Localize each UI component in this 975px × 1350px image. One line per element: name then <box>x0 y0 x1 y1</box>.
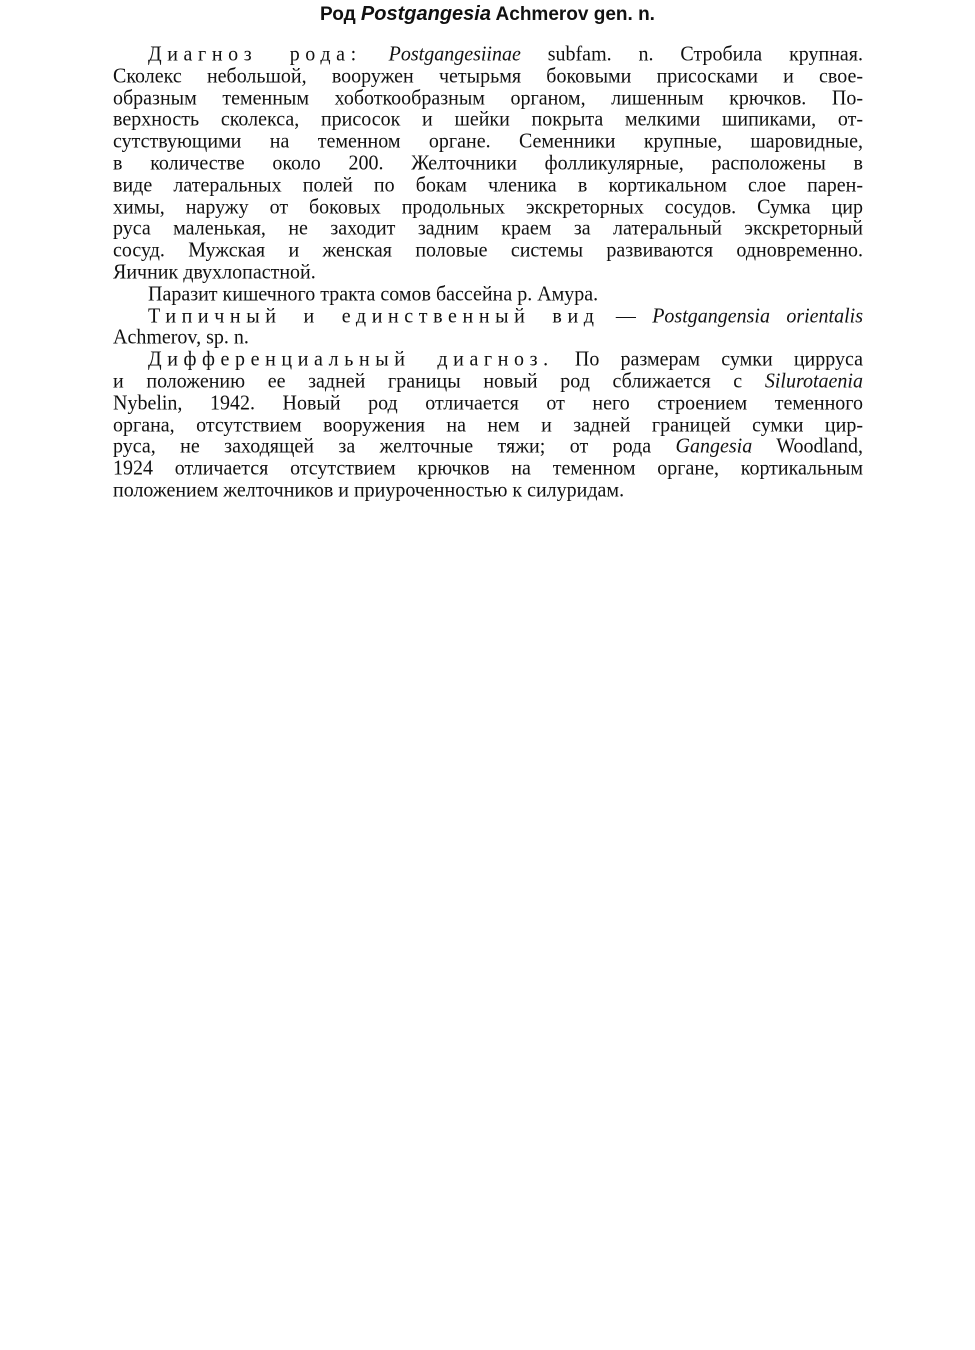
text-segment: руса, не заходящей за желточные тяжи; от рода <box>113 435 676 459</box>
text-line <box>113 196 863 220</box>
spaced-heading: Дифференциальный диагноз. <box>148 348 554 371</box>
taxon-name: Postgangesiinae <box>388 43 521 66</box>
text-segment: в количестве около 200. Желточники фолликулярные, расположены в <box>113 151 863 175</box>
text-segment: По размерам сумки цирруса <box>553 348 863 371</box>
text-segment: сутствующими на теменном органе. Семенники крупные, шаровидные, <box>113 130 863 153</box>
text-line <box>113 326 863 350</box>
text-segment: Паразит кишечного тракта сомов бассейна р. Амура. <box>148 282 599 306</box>
text-segment: Яичник двухлопастной. <box>113 260 316 284</box>
text-line <box>113 457 863 481</box>
text-segment: 1924 отличается отсутствием крючков на теменном органе, кортикальным <box>113 457 863 480</box>
text-segment: Nybelin, 1942. Новый род отличается от него строением теменного <box>113 391 863 415</box>
text-segment: и положению ее задней границы новый род сближается с <box>113 369 765 393</box>
text-line <box>113 108 863 132</box>
body-text <box>113 43 863 501</box>
text-segment: образным теменным хоботкообразным органом, лишенным крючков. По- <box>113 86 863 110</box>
text-line <box>113 435 863 459</box>
heading-genus: Postgangesia <box>360 3 491 25</box>
text-segment: верхность сколекса, присосок и шейки покрыта мелкими шипиками, от- <box>113 108 863 132</box>
text-line <box>113 87 863 111</box>
taxon-name: Silurotaenia <box>764 369 863 393</box>
text-segment: виде латеральных полей по бокам членика в кортикальном слое парен- <box>113 173 863 197</box>
section-heading <box>0 3 975 26</box>
text-line <box>113 305 863 329</box>
text-line <box>113 370 863 394</box>
text-line <box>113 174 863 198</box>
text-line <box>113 43 863 67</box>
text-segment: химы, наружу от боковых продольных экскреторных сосудов. Сумка цир <box>113 195 863 219</box>
text-segment: subfam. n. Стробила крупная. <box>520 43 863 66</box>
text-line <box>113 217 863 241</box>
text-segment <box>362 43 389 66</box>
text-segment: органа, отсутствием вооружения на нем и задней границей сумки цир- <box>113 413 863 437</box>
text-line <box>113 65 863 89</box>
text-segment: Woodland, <box>752 435 863 459</box>
text-line <box>113 130 863 154</box>
heading-prefix: Род <box>320 4 361 25</box>
text-segment: положением желточников и приуроченностью к силуридам. <box>113 478 625 502</box>
heading-suffix: Achmerov gen. n. <box>490 4 655 25</box>
text-line <box>113 152 863 176</box>
text-segment: — <box>599 304 653 328</box>
text-line <box>113 414 863 438</box>
text-line <box>113 283 863 307</box>
taxon-name: Gangesia <box>675 435 753 459</box>
text-line <box>113 239 863 263</box>
text-segment: сосуд. Мужская и женская половые системы развиваются одновременно. <box>113 239 863 262</box>
text-segment: руса маленькая, не заходит задним краем за латеральный экскреторный <box>113 217 863 241</box>
text-line <box>113 261 863 285</box>
text-segment: Achmerov, sp. n. <box>113 326 249 350</box>
text-line <box>113 392 863 416</box>
text-line <box>113 348 863 372</box>
text-line <box>113 479 863 503</box>
spaced-heading: Диагноз рода: <box>148 43 362 66</box>
text-segment: Сколекс небольшой, вооружен четырьмя боковыми присосками и свое- <box>113 64 863 88</box>
taxon-name: Postgangensia orientalis <box>652 304 863 328</box>
spaced-heading: Типичный и единственный вид <box>148 304 600 328</box>
